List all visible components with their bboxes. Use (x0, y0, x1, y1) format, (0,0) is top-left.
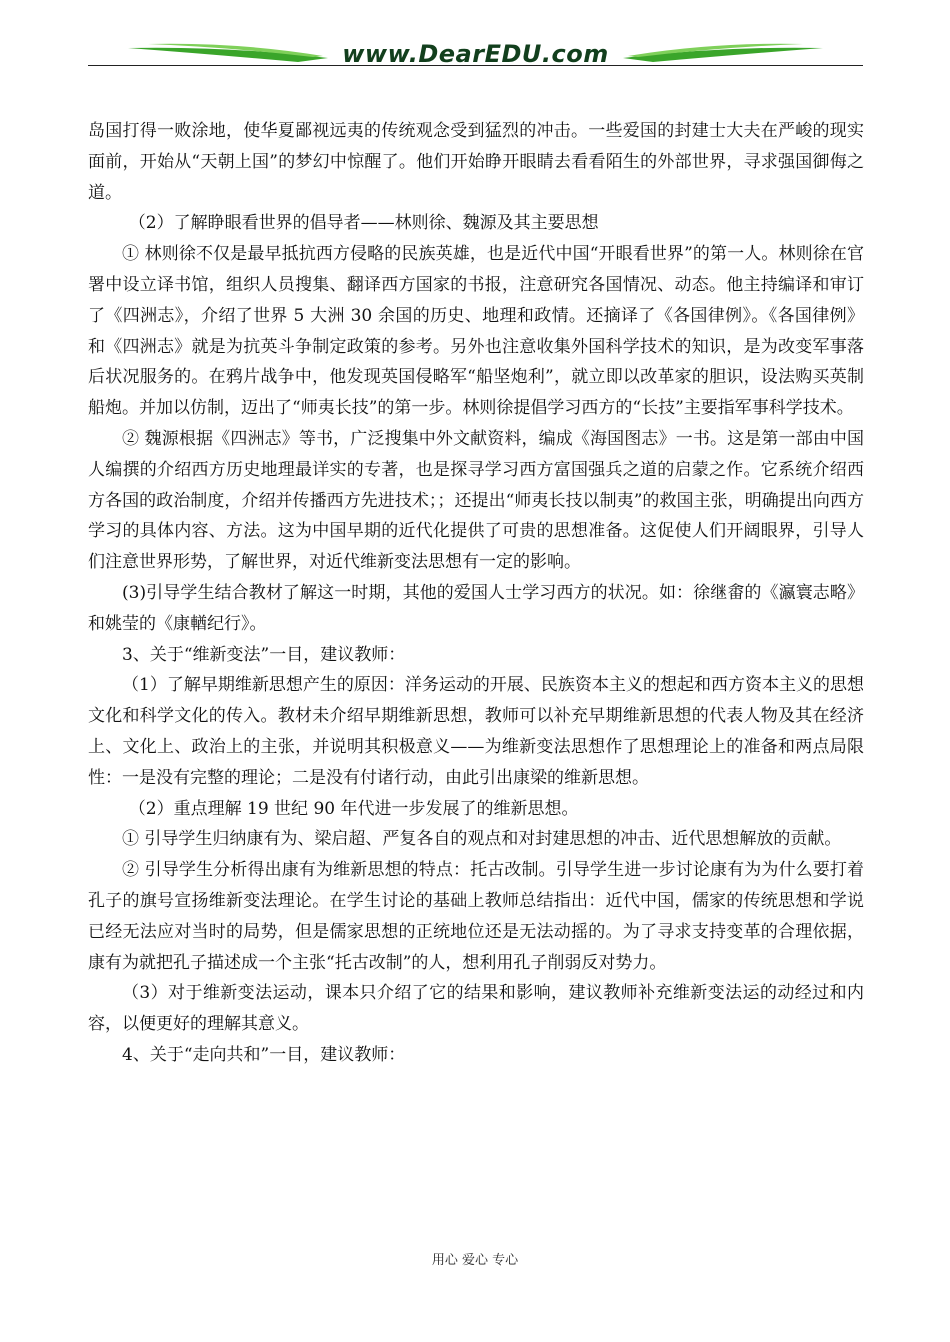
paragraph: （3）对于维新变法运动，课本只介绍了它的结果和影响，建议教师补充维新变法运的动经过和内容，以便更好的理解其意义。 (88, 983, 864, 1035)
document-body (88, 116, 864, 1071)
section-heading: 4、关于“走向共和”一目，建议教师： (122, 1044, 406, 1065)
paragraph: ① 引导学生归纳康有为、梁启超、严复各自的观点和对封建思想的冲击、近代思想解放的贡献。 (122, 829, 842, 850)
page-header (88, 36, 863, 72)
header-divider (88, 65, 863, 66)
paragraph: ② 引导学生分析得出康有为维新思想的特点：托古改制。引导学生进一步讨论康有为为什么要打着孔子的旗号宣扬维新变法理论。在学生讨论的基础上教师总结指出：近代中国，儒家的传统思想和学说已经无法应对当时的局势，但是儒家思想的正统地位还是无法动摇的。为了寻求支持变革的合理依据，康有为就把孔子描述成一个主张“托古改制”的人，想利用孔子削弱反对势力。 (88, 860, 864, 973)
site-logo-text: www.DearEDU.com (342, 40, 609, 68)
paragraph: （1）了解早期维新思想产生的原因：洋务运动的开展、民族资本主义的想起和西方资本主义的思想文化和科学文化的传入。教材未介绍早期维新思想，教师可以补充早期维新思想的代表人物及其在经济上、文化上、政治上的主张，并说明其积极意义——为维新变法思想作了思想理论上的准备和两点局限性：一是没有完整的理论；二是没有付诸行动，由此引出康梁的维新思想。 (88, 675, 864, 788)
paragraph: (3)引导学生结合教材了解这一时期，其他的爱国人士学习西方的状况。如：徐继畬的《瀛寰志略》和姚莹的《康輶纪行》。 (88, 582, 864, 634)
section-heading: （2）了解睁眼看世界的倡导者——林则徐、魏源及其主要思想 (128, 213, 599, 234)
paragraph: ② 魏源根据《四洲志》等书，广泛搜集中外文献资料，编成《海国图志》一书。这是第一部由中国人编撰的介绍西方历史地理最详实的专著，也是探寻学习西方富国强兵之道的启蒙之作。它系统介绍西方各国的政治制度，介绍并传播西方先进技术；；还提出“师夷长技以制夷”的救国主张，明确提出向西方学习的具体内容、方法。这为中国早期的近代化提供了可贵的思想准备。这促使人们开阔眼界，引导人们注意世界形势，了解世界，对近代维新变法思想有一定的影响。 (88, 428, 864, 573)
page-footer: 用心 爱心 专心 (431, 1253, 519, 1268)
paragraph: ① 林则徐不仅是最早抵抗西方侵略的民族英雄，也是近代中国“开眼看世界”的第一人。林则徐在官署中设立译书馆，组织人员搜集、翻译西方国家的书报，注意研究各国情况、动态。他主持编译和审订了《四洲志》，介绍了世界 5 大洲 30 余国的历史、地理和政情。还摘译了《各国律例》。《各国律例》和《四洲志》就是为抗英斗争制定政策的参考。另外也注意收集外国科学技术的知识，是为改变军事落后状况服务的。在鸦片战争中，他发现英国侵略军“船坚炮利”，就立即以改革家的胆识，设法购买英制船炮。并加以仿制，迈出了“师夷长技”的第一步。林则徐提倡学习西方的“长技”主要指军事科学技术。 (88, 244, 864, 419)
section-heading: （2）重点理解 19 世纪 90 年代进一步发展了的维新思想。 (128, 798, 579, 819)
section-heading: 3、关于“维新变法”一目，建议教师： (122, 644, 406, 665)
paragraph: 岛国打得一败涂地，使华夏鄙视远夷的传统观念受到猛烈的冲击。一些爱国的封建士大夫在严峻的现实面前，开始从“天朝上国”的梦幻中惊醒了。他们开始睁开眼睛去看看陌生的外部世界，寻求强国御侮之道。 (88, 121, 864, 203)
